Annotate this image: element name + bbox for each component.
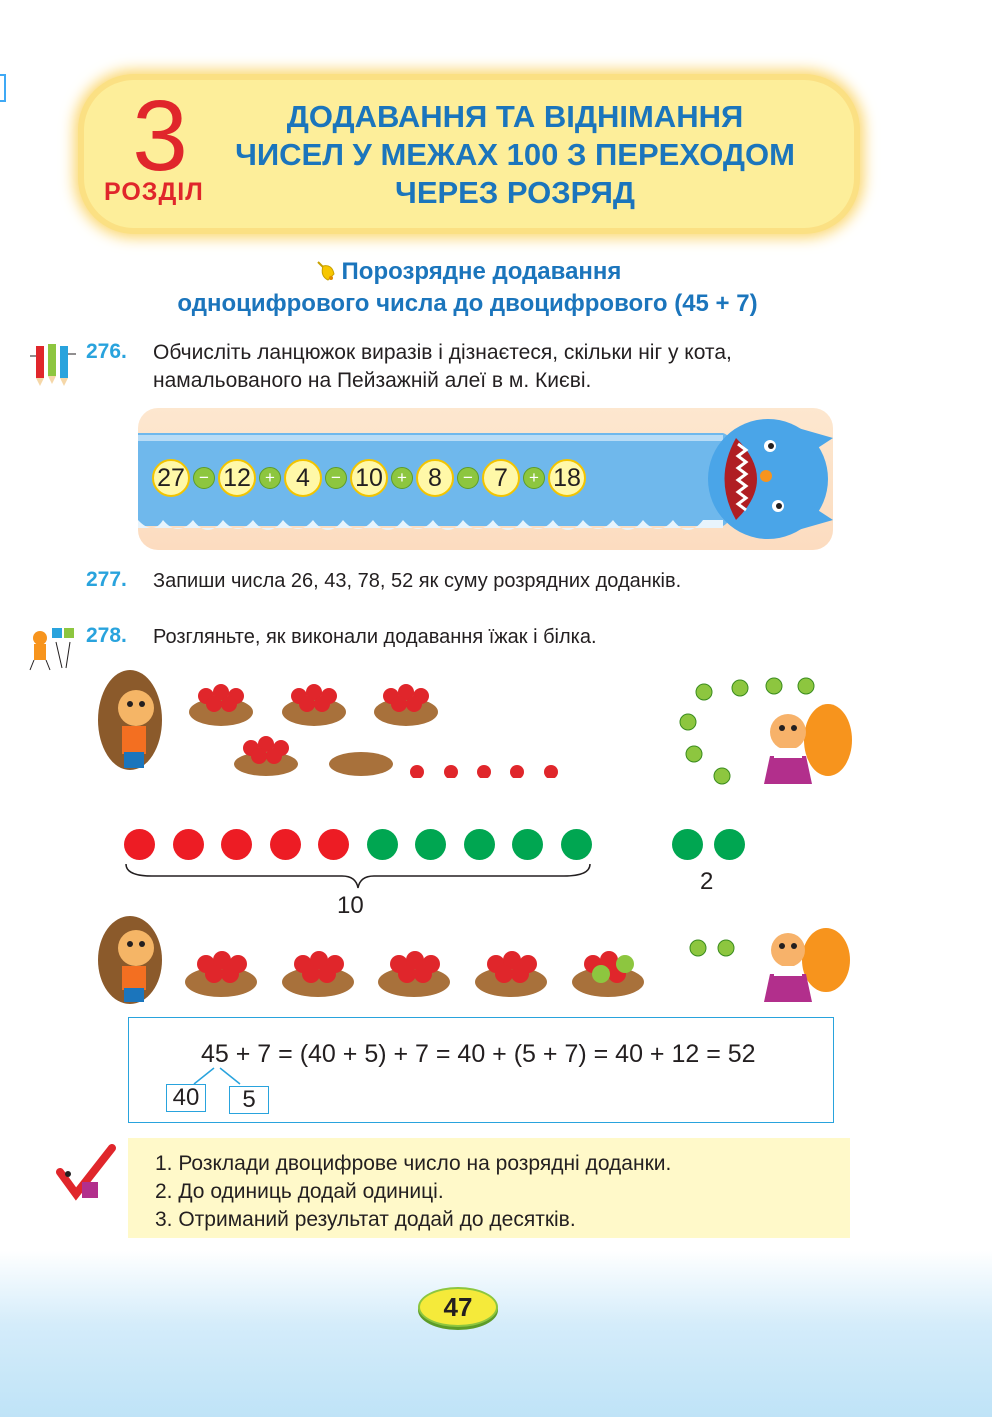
green-dot: [367, 829, 398, 860]
chain-operator: −: [193, 467, 215, 489]
topic-line-2: одноцифрового числа до двоцифрового (45 + 7): [177, 290, 758, 317]
red-dot: [173, 829, 204, 860]
ones-box: 5: [229, 1086, 269, 1114]
pencils-icon: [28, 340, 80, 388]
chain-number: 12: [218, 459, 256, 497]
exercise-number: 278.: [86, 624, 127, 647]
exercise-text-line: Обчисліть ланцюжок виразів і дізнаєтеся, скільки ніг у кота,: [153, 341, 732, 364]
hedgehog-apples-illustration: [96, 668, 566, 778]
red-dot: [318, 829, 349, 860]
red-dot: [124, 829, 155, 860]
green-dot: [512, 829, 543, 860]
chapter-word: РОЗДІЛ: [104, 178, 204, 206]
exercise-text: Запиши числа 26, 43, 78, 52 як суму розрядних доданків.: [153, 570, 682, 592]
rule-item: 1. Розклади двоцифрове число на розрядні доданки.: [155, 1152, 672, 1175]
ten-label: 10: [337, 892, 364, 919]
chain-number: 8: [416, 459, 454, 497]
page-bottom-gradient: [0, 1250, 992, 1417]
exercise-number: 276.: [86, 340, 127, 363]
chain-number: 7: [482, 459, 520, 497]
squirrel-apples-illustration: [678, 672, 858, 792]
chapter-title-line: ДОДАВАННЯ ТА ВІДНІМАННЯ: [286, 99, 744, 134]
exercise-text: Розгляньте, як виконали додавання їжак і білка.: [153, 626, 597, 648]
red-dot: [221, 829, 252, 860]
chain-number: 10: [350, 459, 388, 497]
hedgehog-baskets-illustration: [96, 914, 656, 1006]
expression-chain: [152, 459, 586, 497]
exercise-text-line: намальованого на Пейзажній алеї в м. Києві.: [153, 369, 592, 392]
squirrel-illustration: [684, 916, 854, 1008]
formula-expression: 45 + 7 = (40 + 5) + 7 = 40 + (5 + 7) = 40 + 12 = 52: [201, 1040, 756, 1068]
topic-line-1: Порозрядне додавання: [341, 258, 622, 285]
checkmark-icon: [56, 1144, 118, 1204]
group-work-icon: [26, 624, 82, 672]
rule-item: 2. До одиниць додай одиниці.: [155, 1180, 444, 1203]
chapter-title-line: ЧИСЕЛ У МЕЖАХ 100 З ПЕРЕХОДОМ: [235, 137, 795, 172]
chapter-title: [205, 98, 825, 212]
exercise-number: 277.: [86, 568, 127, 591]
chain-operator: +: [391, 467, 413, 489]
chapter-title-line: ЧЕРЕЗ РОЗРЯД: [395, 175, 635, 210]
bell-icon: [314, 258, 338, 282]
green-dot: [415, 829, 446, 860]
rule-item: 3. Отриманий результат додай до десятків.: [155, 1208, 576, 1231]
red-dot: [270, 829, 301, 860]
chapter-number: 3: [132, 80, 188, 192]
rules-list: [155, 1150, 671, 1234]
green-dot-extra: [672, 829, 703, 860]
ten-brace: [122, 860, 594, 890]
edge-marker: [0, 74, 6, 102]
chain-number: 18: [548, 459, 586, 497]
tens-box: 40: [166, 1084, 206, 1112]
green-dot-extra: [714, 829, 745, 860]
exercise-text: [153, 339, 732, 395]
chain-operator: +: [523, 467, 545, 489]
green-dot: [561, 829, 592, 860]
chain-number: 4: [284, 459, 322, 497]
chain-operator: −: [325, 467, 347, 489]
chain-operator: +: [259, 467, 281, 489]
chain-number: 27: [152, 459, 190, 497]
chain-operator: −: [457, 467, 479, 489]
green-dot: [464, 829, 495, 860]
decomposition-lines: [180, 1066, 250, 1086]
two-label: 2: [700, 868, 714, 895]
topic-heading: [100, 256, 835, 320]
page-number: 47: [418, 1287, 498, 1327]
